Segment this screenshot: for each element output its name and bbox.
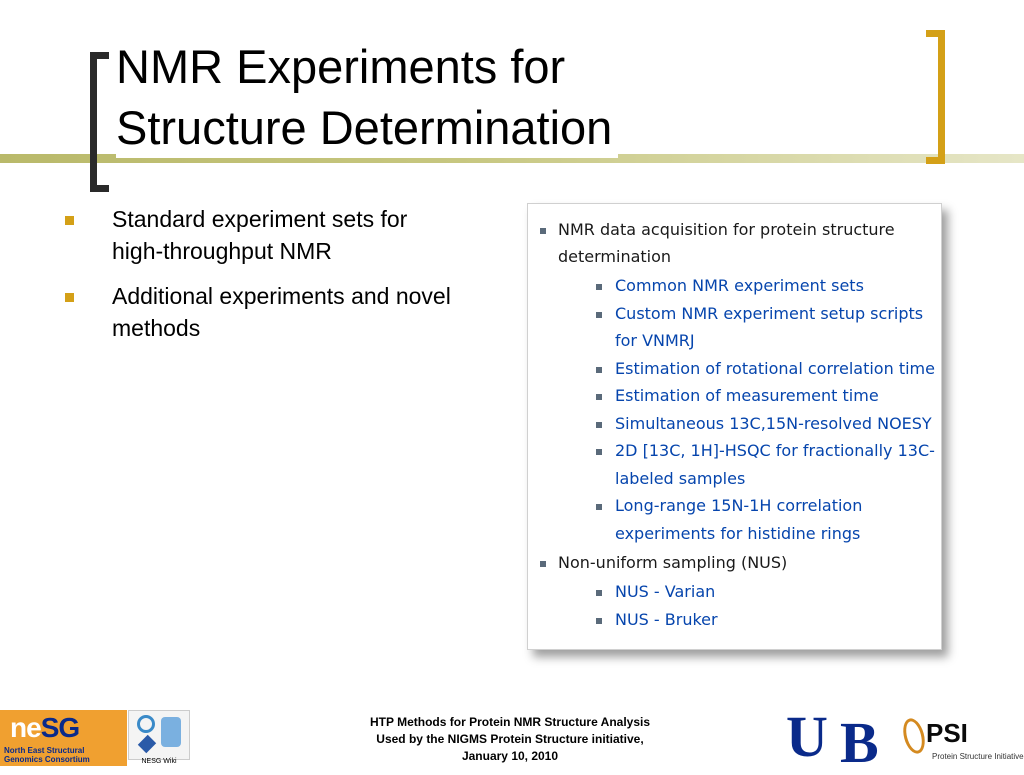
ub-logo-u: U xyxy=(786,704,828,769)
footer-line-3: January 10, 2010 xyxy=(461,749,559,763)
link-text[interactable]: NUS - Varian xyxy=(615,582,716,601)
square-bullet-icon xyxy=(65,216,74,225)
wiki-link[interactable] xyxy=(558,437,941,492)
slide-title xyxy=(116,36,618,158)
ub-logo xyxy=(784,704,902,775)
section-heading: Non-uniform sampling (NUS) xyxy=(558,553,788,572)
wiki-screenshot-panel xyxy=(527,203,942,650)
ring-icon xyxy=(137,715,155,733)
bullet-icon xyxy=(596,284,602,290)
psi-logo-subtitle: Protein Structure Initiative xyxy=(932,752,1024,761)
wiki-link[interactable] xyxy=(558,578,941,606)
nesg-logo xyxy=(0,710,127,766)
nesg-line-2: Genomics Consortium xyxy=(4,755,90,764)
bullet-icon xyxy=(596,367,602,373)
bullet-icon xyxy=(596,618,602,624)
square-bullet-icon xyxy=(65,293,74,302)
diamond-icon xyxy=(138,735,156,753)
title-line-1: NMR Experiments for xyxy=(116,36,571,97)
nesg-wiki-logo[interactable] xyxy=(128,710,190,760)
bullet-text: Additional experiments and novel methods xyxy=(112,283,451,341)
document-icon xyxy=(161,717,181,747)
link-text[interactable]: Estimation of measurement time xyxy=(615,386,879,405)
wiki-link[interactable] xyxy=(558,410,941,438)
nesg-logo-mark xyxy=(10,712,79,744)
list-item xyxy=(528,549,941,633)
bullet-text: Standard experiment sets for high-throughput NMR xyxy=(112,206,408,264)
footer-line-2: Used by the NIGMS Protein Structure initiative, xyxy=(376,732,644,746)
bullet-icon xyxy=(596,504,602,510)
wiki-link[interactable] xyxy=(558,382,941,410)
bullet-icon xyxy=(596,394,602,400)
nesg-logo-subtitle xyxy=(4,746,90,764)
left-bracket-decoration xyxy=(90,52,109,192)
bullet-icon xyxy=(596,312,602,318)
bullet-icon xyxy=(540,561,546,567)
helix-icon xyxy=(900,716,929,756)
bullet-icon xyxy=(596,590,602,596)
psi-logo xyxy=(904,710,1024,768)
footer-line-1: HTP Methods for Protein NMR Structure Analysis xyxy=(369,715,651,729)
nesg-logo-sg: SG xyxy=(40,712,80,743)
wiki-link[interactable] xyxy=(558,606,941,634)
wiki-label: NESG Wiki xyxy=(141,758,177,765)
section-heading: NMR data acquisition for protein structure determination xyxy=(558,220,895,266)
link-text[interactable]: Estimation of rotational correlation time xyxy=(615,358,935,378)
nesg-line-1: North East Structural xyxy=(4,746,85,755)
bullet-icon xyxy=(540,228,546,234)
link-text[interactable]: Simultaneous 13C,15N-resolved NOESY xyxy=(615,413,932,433)
list-item xyxy=(528,204,941,547)
wiki-link[interactable] xyxy=(558,492,941,547)
bullet-icon xyxy=(596,422,602,428)
psi-logo-text: PSI xyxy=(926,718,968,748)
footer-caption xyxy=(330,714,690,765)
bullet-item xyxy=(62,203,462,267)
link-text[interactable]: Custom NMR experiment setup scripts for VNMRJ xyxy=(615,303,924,350)
link-text[interactable]: NUS - Bruker xyxy=(615,609,718,629)
bullet-item xyxy=(62,280,462,344)
link-text[interactable]: Long-range 15N-1H correlation experiments for histidine rings xyxy=(615,496,863,543)
link-text[interactable]: 2D [13C, 1H]-HSQC for fractionally 13C-labeled samples xyxy=(615,441,935,488)
wiki-link[interactable] xyxy=(558,355,941,383)
ub-logo-b: B xyxy=(840,710,879,775)
bullet-icon xyxy=(596,449,602,455)
wiki-link[interactable] xyxy=(558,300,941,355)
title-line-2: Structure Determination xyxy=(116,97,618,158)
nesg-logo-ne: ne xyxy=(10,712,41,743)
link-text[interactable]: Common NMR experiment sets xyxy=(615,276,864,295)
right-bracket-decoration xyxy=(926,30,945,164)
bullet-list xyxy=(62,203,462,357)
wiki-link[interactable] xyxy=(558,272,941,300)
